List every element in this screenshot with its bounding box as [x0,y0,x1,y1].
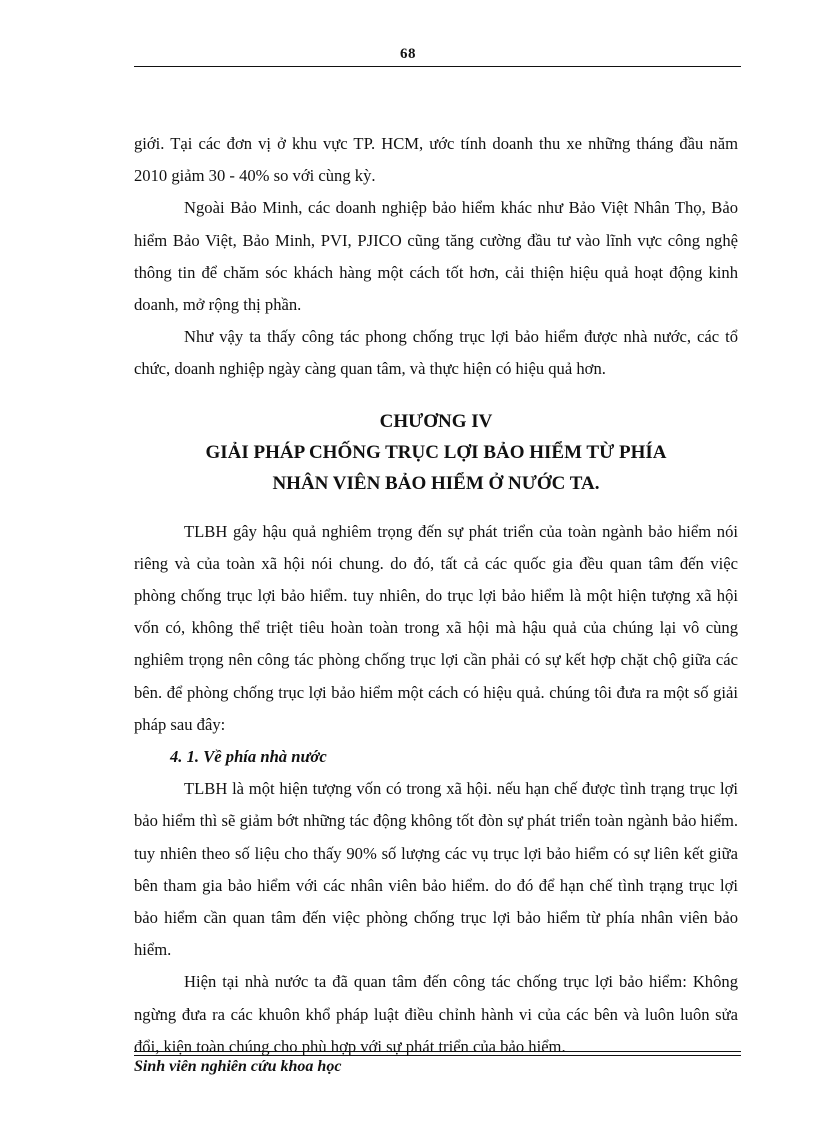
paragraph-section-2: Hiện tại nhà nước ta đã quan tâm đến công tác chống trục lợi bảo hiểm: Không ngừng đưa ra các khuôn khổ pháp luật điều chỉnh hành vi của các bên và luôn luôn sửa đổi, kiện toàn chúng cho phù hợp với sự phát triển của bảo hiểm. [134,972,738,1056]
footer-rule-thin [134,1055,741,1056]
paragraph-insurers: Ngoài Bảo Minh, các doanh nghiệp bảo hiểm khác như Bảo Việt Nhân Thọ, Bảo hiểm Bảo Việt, Bảo Minh, PVI, PJICO cũng tăng cường đầu tư vào lĩnh vực công nghệ thông tin để chăm sóc khách hàng một cách tốt hơn, cải thiện hiệu quả hoạt động kinh doanh, mở rộng thị phần. [134,198,738,315]
chapter-label: CHƯƠNG IV [379,410,493,432]
chapter-title-line1: GIẢI PHÁP CHỐNG TRỤC LỢI BẢO HIỂM TỪ PHÍA [205,441,667,463]
footer-text: Sinh viên nghiên cứu khoa học [134,1058,342,1075]
paragraph-continued: giới. Tại các đơn vị ở khu vực TP. HCM, ước tính doanh thu xe những tháng đầu năm 2010 giảm 30 - 40% so với cùng kỳ. [134,134,738,186]
footer-rule [134,1051,741,1052]
section-heading: 4. 1. Về phía nhà nước [170,747,327,767]
chapter-heading [134,406,738,499]
paragraph-intro: TLBH gây hậu quả nghiêm trọng đến sự phát triển của toàn ngành bảo hiểm nói riêng và của toàn xã hội nói chung. do đó, tất cả các quốc gia đều quan tâm đến việc phòng chống trục lợi bảo hiểm. tuy nhiên, do trục lợi bảo hiểm là một hiện tượng xã hội vốn có, không thể triệt tiêu hoàn toàn trong xã hội mà hậu quả của chúng lại vô cùng nghiêm trọng nên công tác phòng chống trục lợi cần phải có sự kết hợp chặt chộ giữa các bên. để phòng chống trục lợi bảo hiểm một cách có hiệu quả. chúng tôi đưa ra một số giải pháp sau đây: [134,521,738,734]
page-number: 68 [400,46,416,62]
document-body [134,128,738,1063]
chapter-title-line2: NHÂN VIÊN BẢO HIỂM Ở NƯỚC TA. [272,472,600,494]
header-rule [134,66,741,67]
paragraph-conclusion: Như vậy ta thấy công tác phong chống trục lợi bảo hiểm được nhà nước, các tổ chức, doanh nghiệp ngày càng quan tâm, và thực hiện có hiệu quả hơn. [134,327,738,379]
paragraph-section-1: TLBH là một hiện tượng vốn có trong xã hội. nếu hạn chế được tình trạng trục lợi bảo hiểm thì sẽ giảm bớt những tác động không tốt đòn sự phát triển toàn ngành bảo hiểm. tuy nhiên theo số liệu cho thấy 90% số lượng các vụ trục lợi bảo hiểm có sự liên kết giữa bên tham gia bảo hiểm với các nhân viên bảo hiểm. do đó để hạn chế tình trạng trục lợi bảo hiểm cần quan tâm đến việc phòng chống trục lợi bảo hiểm từ phía nhân viên bảo hiểm. [134,779,738,960]
